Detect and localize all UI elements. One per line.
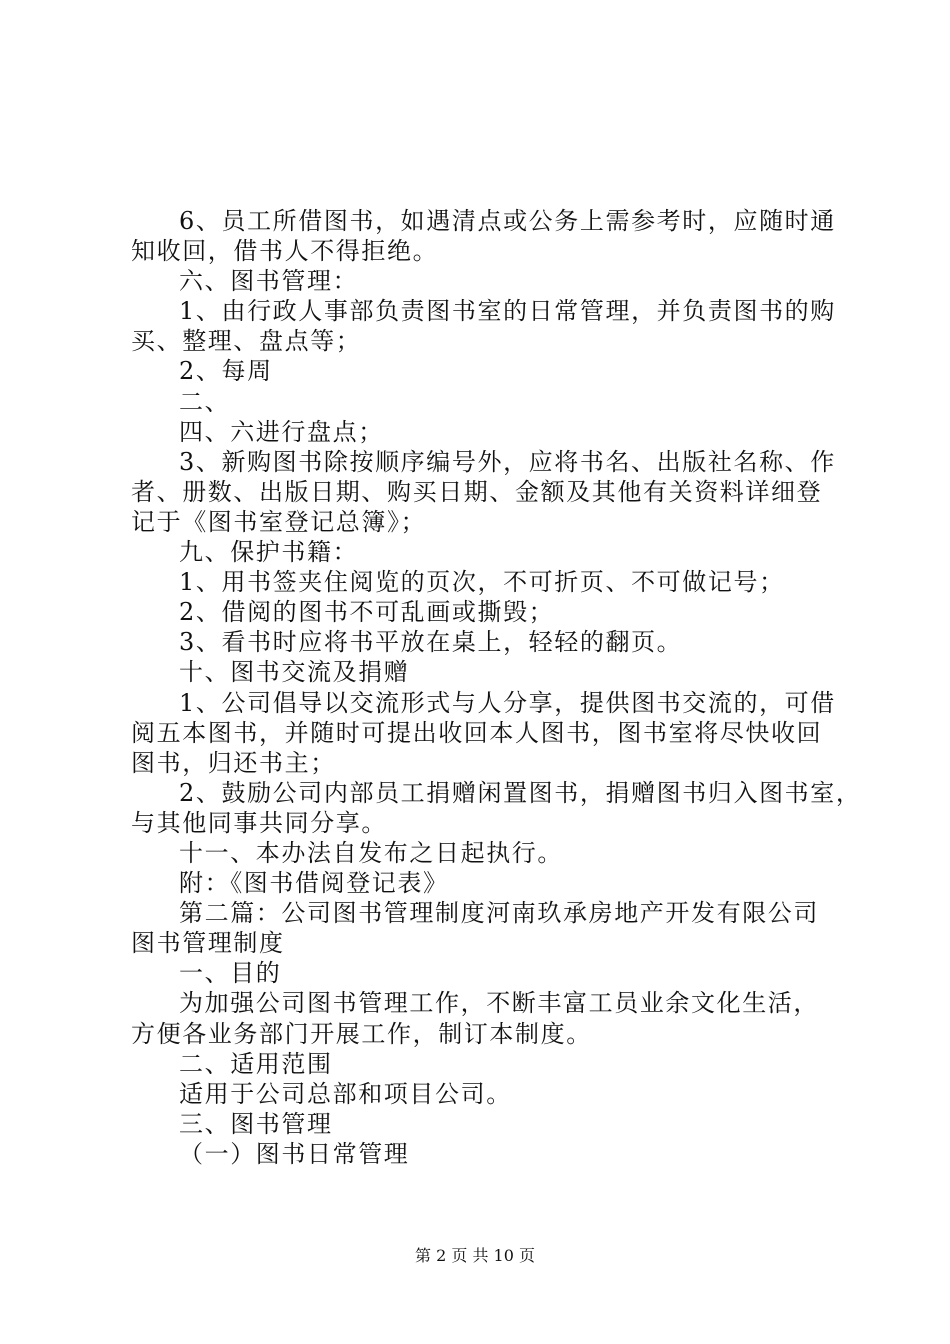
paragraph-line: 第二篇：公司图书管理制度河南玖承房地产开发有限公司 <box>179 899 819 928</box>
paragraph-line: 四、六进行盘点； <box>179 417 384 446</box>
paragraph-line: 1、用书签夹住阅览的页次，不可折页、不可做记号； <box>179 568 785 597</box>
paragraph-line: 二、适用范围 <box>179 1049 333 1078</box>
paragraph-line: 3、新购图书除按顺序编号外，应将书名、出版社名称、作 <box>179 447 836 476</box>
document-body <box>131 206 862 1169</box>
paragraph-line: 1、公司倡导以交流形式与人分享，提供图书交流的，可借 <box>179 688 836 717</box>
paragraph-line: 为加强公司图书管理工作，不断丰富工员业余文化生活， <box>179 989 819 1018</box>
paragraph-line: 十、图书交流及捐赠 <box>179 658 410 687</box>
paragraph-line: 十一、本办法自发布之日起执行。 <box>179 838 563 867</box>
paragraph-line: 三、图书管理 <box>179 1109 333 1138</box>
paragraph-line: 六、图书管理： <box>179 267 359 296</box>
paragraph-line: 买、整理、盘点等； <box>131 327 362 356</box>
paragraph-line: 九、保护书籍： <box>179 538 359 567</box>
paragraph-line: 者、册数、出版日期、购买日期、金额及其他有关资料详细登 <box>131 477 823 506</box>
paragraph-line: 2、每周 <box>179 357 273 386</box>
paragraph-line: 与其他同事共同分享。 <box>131 808 387 837</box>
paragraph-line: 阅五本图书，并随时可提出收回本人图书，图书室将尽快收回 <box>131 718 823 747</box>
paragraph-line: 图书，归还书主； <box>131 748 336 777</box>
paragraph-line: 适用于公司总部和项目公司。 <box>179 1079 512 1108</box>
paragraph-line: 附：《图书借阅登记表》 <box>179 869 449 898</box>
paragraph-line: 记于《图书室登记总簿》； <box>131 507 427 536</box>
paragraph-line: 2、借阅的图书不可乱画或撕毁； <box>179 598 555 627</box>
paragraph-line: 2、鼓励公司内部员工捐赠闲置图书，捐赠图书归入图书室， <box>179 778 862 807</box>
paragraph-line: （一）图书日常管理 <box>179 1139 410 1168</box>
paragraph-line: 二、 <box>179 387 231 416</box>
paragraph-line: 一、目的 <box>179 959 282 988</box>
page-footer: 第 2 页 共 10 页 <box>415 1246 535 1265</box>
paragraph-line: 方便各业务部门开展工作，制订本制度。 <box>131 1019 592 1048</box>
paragraph-line: 3、看书时应将书平放在桌上，轻轻的翻页。 <box>179 628 683 657</box>
paragraph-line: 6、员工所借图书，如遇清点或公务上需参考时，应随时通 <box>179 207 836 235</box>
paragraph-line: 知收回，借书人不得拒绝。 <box>131 237 439 266</box>
paragraph-line: 1、由行政人事部负责图书室的日常管理，并负责图书的购 <box>179 297 836 326</box>
paragraph-line: 图书管理制度 <box>131 929 285 958</box>
